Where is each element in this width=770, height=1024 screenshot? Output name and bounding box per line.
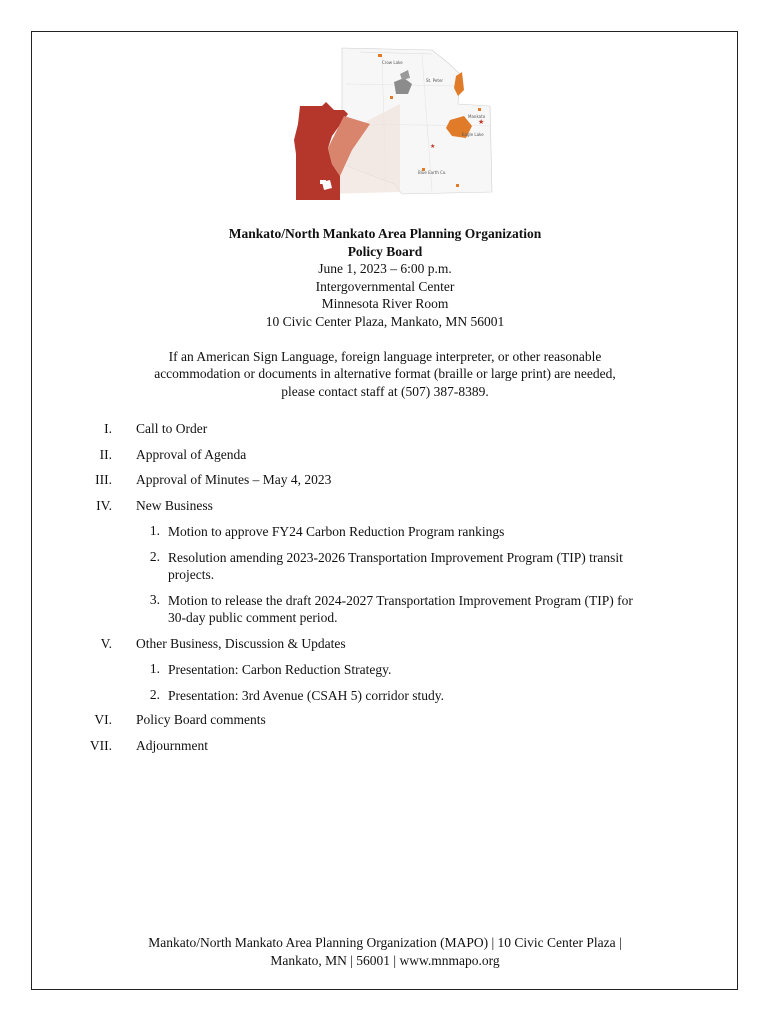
agenda-num: IV. — [96, 498, 112, 513]
agenda-num: V. — [100, 636, 112, 651]
board-name: Policy Board — [347, 243, 423, 259]
svg-text:Eagle Lake: Eagle Lake — [462, 132, 484, 137]
agenda-label: Policy Board comments — [136, 712, 266, 727]
notice-line-3: please contact staff at (507) 387-8389. — [281, 383, 489, 399]
sub-item-label: Presentation: 3rd Avenue (CSAH 5) corridor study. — [168, 688, 444, 703]
sub-item-num: 2. — [149, 549, 160, 564]
agenda-label: Approval of Agenda — [136, 447, 247, 462]
meeting-header — [60, 225, 710, 331]
svg-text:Mankato: Mankato — [468, 114, 486, 119]
agenda-num: I. — [104, 421, 112, 436]
agenda-label: Call to Order — [136, 421, 208, 436]
sub-item-num: 1. — [149, 523, 160, 538]
sub-item-label: Motion to release the draft 2024-2027 Transportation Improvement Program (TIP) for 30-day public comment period. — [168, 593, 633, 625]
sub-item-label: Presentation: Carbon Reduction Strategy. — [168, 662, 392, 677]
agenda-num: VII. — [89, 738, 112, 753]
svg-text:Blue Earth Co.: Blue Earth Co. — [418, 170, 447, 175]
footer-line-2: Mankato, MN | 56001 | www.mnmapo.org — [270, 953, 500, 968]
page-footer — [80, 934, 690, 970]
mapo-logo-map — [282, 44, 494, 200]
svg-text:★: ★ — [430, 144, 436, 150]
accommodation-notice — [110, 348, 660, 400]
notice-line-1: If an American Sign Language, foreign language interpreter, or other reasonable — [168, 349, 602, 364]
agenda-label: Adjournment — [136, 738, 208, 753]
footer-line-1: Mankato/North Mankato Area Planning Organization (MAPO) | 10 Civic Center Plaza | — [148, 935, 622, 950]
agenda-num: III. — [95, 472, 112, 487]
svg-text:Crow Lake: Crow Lake — [382, 60, 403, 65]
sub-item-num: 3. — [149, 592, 160, 607]
meeting-room: Minnesota River Room — [321, 296, 449, 312]
sub-item-label: Motion to approve FY24 Carbon Reduction Program rankings — [168, 524, 505, 539]
notice-line-2: accommodation or documents in alternative format (braille or large print) are needed, — [154, 366, 616, 382]
agenda-num: VI. — [94, 712, 112, 727]
meeting-address: 10 Civic Center Plaza, Mankato, MN 56001 — [265, 313, 505, 329]
svg-text:★: ★ — [478, 118, 485, 126]
org-name: Mankato/North Mankato Area Planning Organization — [228, 226, 542, 241]
svg-text:St. Peter: St. Peter — [426, 78, 444, 83]
sub-item-num: 1. — [149, 661, 160, 676]
agenda-label: Approval of Minutes – May 4, 2023 — [136, 472, 332, 487]
agenda-num: II. — [99, 447, 112, 462]
agenda-label: Other Business, Discussion & Updates — [136, 636, 346, 651]
meeting-building: Intergovernmental Center — [315, 278, 455, 294]
agenda-label: New Business — [136, 498, 213, 513]
meeting-date: June 1, 2023 – 6:00 p.m. — [318, 261, 452, 277]
sub-item-label: Resolution amending 2023-2026 Transportation Improvement Program (TIP) transit projects. — [168, 550, 623, 582]
sub-item-num: 2. — [149, 687, 160, 702]
